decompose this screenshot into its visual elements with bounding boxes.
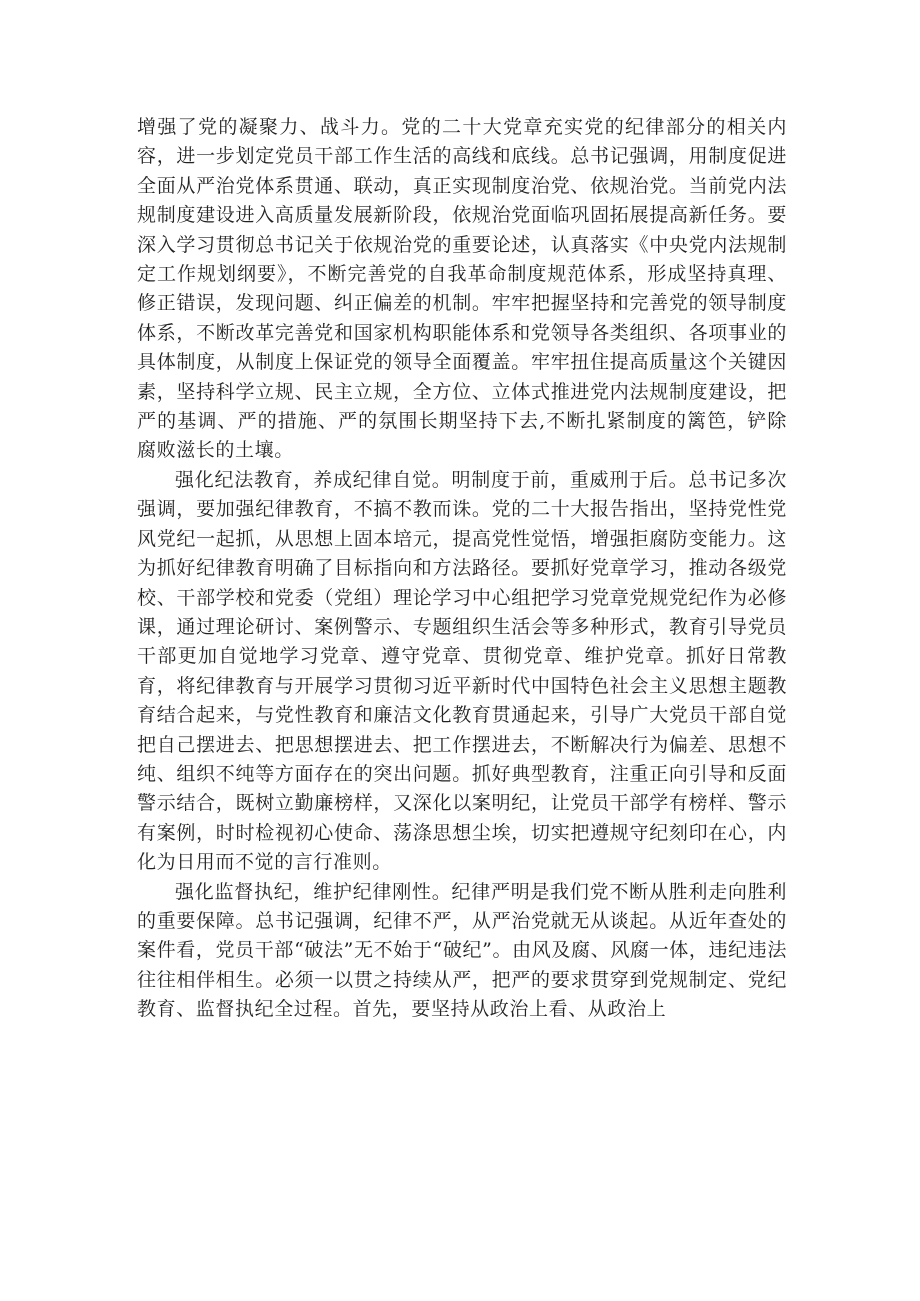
paragraph-supervision-enforcement: 强化监督执纪，维护纪律刚性。纪律严明是我们党不断从胜利走向胜利的重要保障。总书记强调，纪律不严，从严治党就无从谈起。从近年查处的案件看，党员干部“破法”无不始于“破纪”。由风及腐、风腐一体，违纪违法往往相伴相生。必须一以贯之持续从严，把严的要求贯穿到党规制定、党纪教育、监督执纪全过程。首先，要坚持从政治上看、从政治上 xyxy=(137,880,787,1021)
paragraph-party-discipline-rules: 增强了党的凝聚力、战斗力。党的二十大党章充实党的纪律部分的相关内容，进一步划定党员干部工作生活的高线和底线。总书记强调，用制度促进全面从严治党体系贯通、联动，真正实现制度治党、依规治党。当前党内法规制度建设进入高质量发展新阶段，依规治党面临巩固拓展提高新任务。要深入学习贯彻总书记关于依规治党的重要论述，认真落实《中央党内法规制定工作规划纲要》，不断完善党的自我革命制度规范体系，形成坚持真理、修正错误，发现问题、纠正偏差的机制。牢牢把握坚持和完善党的领导制度体系，不断改革完善党和国家机构职能体系和党领导各类组织、各项事业的具体制度，从制度上保证党的领导全面覆盖。牢牢扭住提高质量这个关键因素，坚持科学立规、民主立规，全方位、立体式推进党内法规制度建设，把严的基调、严的措施、严的氛围长期坚持下去,不断扎紧制度的篱笆，铲除腐败滋长的土壤。 xyxy=(137,116,787,462)
document-body xyxy=(137,113,787,1025)
paragraph-discipline-education: 强化纪法教育，养成纪律自觉。明制度于前，重威刑于后。总书记多次强调，要加强纪律教育，不搞不教而诛。党的二十大报告指出，坚持党性党风党纪一起抓，从思想上固本培元，提高党性觉悟，增强拒腐防变能力。这为抓好纪律教育明确了目标指向和方法路径。要抓好党章学习，推动各级党校、干部学校和党委（党组）理论学习中心组把学习党章党规党纪作为必修课，通过理论研讨、案例警示、专题组织生活会等多种形式，教育引导党员干部更加自觉地学习党章、遵守党章、贯彻党章、维护党章。抓好日常教育，将纪律教育与开展学习贯彻习近平新时代中国特色社会主义思想主题教育结合起来，与党性教育和廉洁文化教育贯通起来，引导广大党员干部自觉把自己摆进去、把思想摆进去、把工作摆进去，不断解决行为偏差、思想不纯、组织不纯等方面存在的突出问题。抓好典型教育，注重正向引导和反面警示结合，既树立勤廉榜样，又深化以案明纪，让党员干部学有榜样、警示有案例，时时检视初心使命、荡涤思想尘埃，切实把遵规守纪刻印在心，内化为日用而不觉的言行准则。 xyxy=(137,468,787,874)
